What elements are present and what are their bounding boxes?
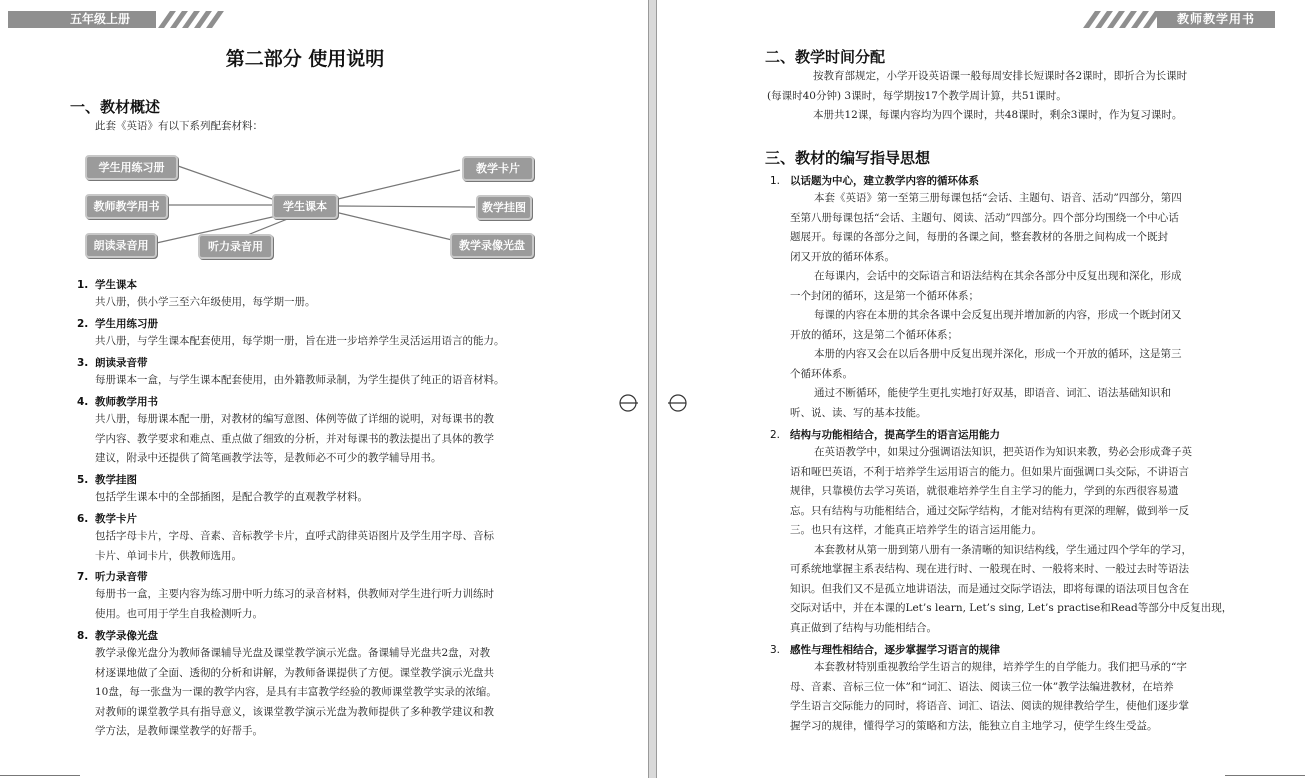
item-title: 7. 听力录音带: [77, 571, 148, 583]
item-title: 5. 教学挂图: [77, 474, 137, 486]
item-body: 包括学生课本中的全部插图，是配合教学的直观教学材料。: [95, 491, 368, 503]
subsection-body: 本套《英语》第一至第三册每课包括“会话、主题句、语音、活动”四部分，第四 至第八册每课包括“会话、主题句、阅读、活动”四部分。四个部分均围绕一个中心话 题展开。每课的各部分之间，每册的各课之间，整套教材的各册之间构成一个既封 闭又开放的循环体系。 在每课内，会话中的交际语言和语法结构在其余各部分中反复出现和深化，形成 一个封闭的循环，这是第一个循环体系； 每课的内容在本册的其余各课中会反复出现并增加新的内容，形成一个既封闭又 开放的循环，这是第二个循环体系； 本册的内容又会在以后各册中反复出现并深化，形成一个开放的循环，这是第三 个循环体系。 通过不断循环，能使学生更扎实地打好双基，即语音、词汇、语法基础知识和 听、说、读、写的基本技能。: [790, 192, 1182, 419]
item-body: 包括字母卡片，字母、音素、音标教学卡片，直呼式韵律英语图片及学生用字母、音标 卡片、单词卡片，供教师选用。: [95, 530, 494, 562]
subsection-body: 在英语教学中，如果过分强调语法知识，把英语作为知识来教，势必会形成聋子英 语和哑巴英语，不利于培养学生运用语言的能力。但如果片面强调口头交际，不讲语言 规律，只靠模仿去学习英语，就很难培养学生自主学习的能力，学到的东西很容易遗 忘。只有结构与功能相结合，通过交际学结构，才能对结构有更深的理解，做到举一反 三。也只有这样，才能真正培养学生的语言运用能力。 本套教材从第一册到第八册有一条清晰的知识结构线，学生通过四个学年的学习， 可系统地掌握主系表结构、现在进行时、一般现在时、一般将来时、一般过去时等语法 知识。但我们又不是孤立地讲语法，而是通过交际学语法，即将每课的语法项目包含在 交际对话中，并在本课的Let’s learn, Let’s sing, Let’s practise和Read等部分中反复出现， 真正做到了结构与功能相结合。: [790, 446, 1233, 634]
right-page: [657, 0, 1305, 778]
section-heading: 一、教材概述: [70, 98, 161, 116]
left-page: [0, 0, 648, 778]
page-bottom-rule: [0, 775, 80, 776]
book-header: 教师教学用书: [1157, 11, 1275, 28]
diagram-node: 朗读录音用: [85, 233, 157, 258]
registration-mark-icon: [668, 393, 688, 413]
item-body: 共八册，每册课本配一册，对教材的编写意图、体例等做了详细的说明，对每课书的教 学内容、教学要求和难点、重点做了细致的分析，并对每课书的教法提出了具体的教学 建议，附录中还提供了简笔画教学法等，是教师必不可少的教学辅导用书。: [95, 413, 494, 464]
grade-header: 五年级上册: [8, 11, 156, 28]
section-heading: 二、教学时间分配: [765, 48, 886, 66]
item-title: 3. 朗读录音带: [77, 357, 148, 369]
section-heading: 三、教材的编写指导思想: [765, 149, 931, 167]
diagram-node: 教学录像光盘: [450, 233, 534, 258]
page-gutter: [648, 0, 657, 778]
diagram-node: 学生用练习册: [85, 155, 178, 180]
header-stripes: [1085, 11, 1165, 28]
subsection-title: 2. 结构与功能相结合，提高学生的语言运用能力: [770, 429, 1000, 441]
item-title: 6. 教学卡片: [77, 513, 137, 525]
item-title: 4. 教师教学用书: [77, 396, 158, 408]
item-body: 共八册，与学生课本配套使用，每学期一册，旨在进一步培养学生灵活运用语言的能力。: [95, 335, 505, 347]
diagram-node: 教师教学用书: [85, 194, 168, 219]
diagram-node: 教学挂图: [476, 195, 532, 220]
intro-text: 此套《英语》有以下系列配套材料：: [95, 120, 263, 132]
subsection-title: 3. 感性与理性相结合，逐步掌握学习语言的规律: [770, 644, 1000, 656]
item-body: 教学录像光盘分为教师备课辅导光盘及课堂教学演示光盘。备课辅导光盘共2盘，对教 材逐课地做了全面、透彻的分析和讲解，为教师备课提供了方便。课堂教学演示光盘共 10盘，每一张盘为一课的教学内容，是具有丰富教学经验的教师课堂教学实录的浓缩。 对教师的课堂教学具有指导意义，该课堂教学演示光盘为教师提供了多种教学建议和教 学方法，是教师课堂教学的好帮手。: [95, 647, 497, 737]
section-paragraph: 按教育部规定，小学开设英语课一般每周安排长短课时各2课时，即折合为长课时 (每课时40分钟) 3课时，每学期按17个教学周计算，共51课时。 本册共12课，每课内容均为四个课时，共48课时，剩余3课时，作为复习课时。: [767, 70, 1188, 121]
page-bottom-rule: [1225, 775, 1305, 776]
page-title: 第二部分 使用说明: [225, 48, 385, 70]
subsection-body: 本套教材特别重视教给学生语言的规律，培养学生的自学能力。我们把马承的“字 母、音素、音标三位一体”和“词汇、语法、阅读三位一体”教学法编进教材，在培养 学生语言交际能力的同时，将语音、词汇、语法、阅读的规律教给学生，使他们逐步掌 握学习的规律，懂得学习的策略和方法，能独立自主地学习，使学生终生受益。: [790, 661, 1189, 732]
registration-mark-icon: [618, 393, 638, 413]
diagram-node: 教学卡片: [462, 156, 534, 181]
item-body: 每册课本一盒，与学生课本配套使用，由外籍教师录制，为学生提供了纯正的语音材料。: [95, 374, 505, 386]
subsection-title: 1. 以话题为中心，建立教学内容的循环体系: [770, 175, 979, 187]
item-title: 2. 学生用练习册: [77, 318, 158, 330]
item-title: 1. 学生课本: [77, 279, 137, 291]
diagram-center-node: 学生课本: [272, 194, 338, 219]
item-body: 共八册，供小学三至六年级使用，每学期一册。: [95, 296, 316, 308]
diagram-node: 听力录音用: [198, 234, 273, 259]
item-title: 8. 教学录像光盘: [77, 630, 158, 642]
item-body: 每册书一盒，主要内容为练习册中听力练习的录音材料，供教师对学生进行听力训练时 使用。也可用于学生自我检测听力。: [95, 588, 494, 620]
